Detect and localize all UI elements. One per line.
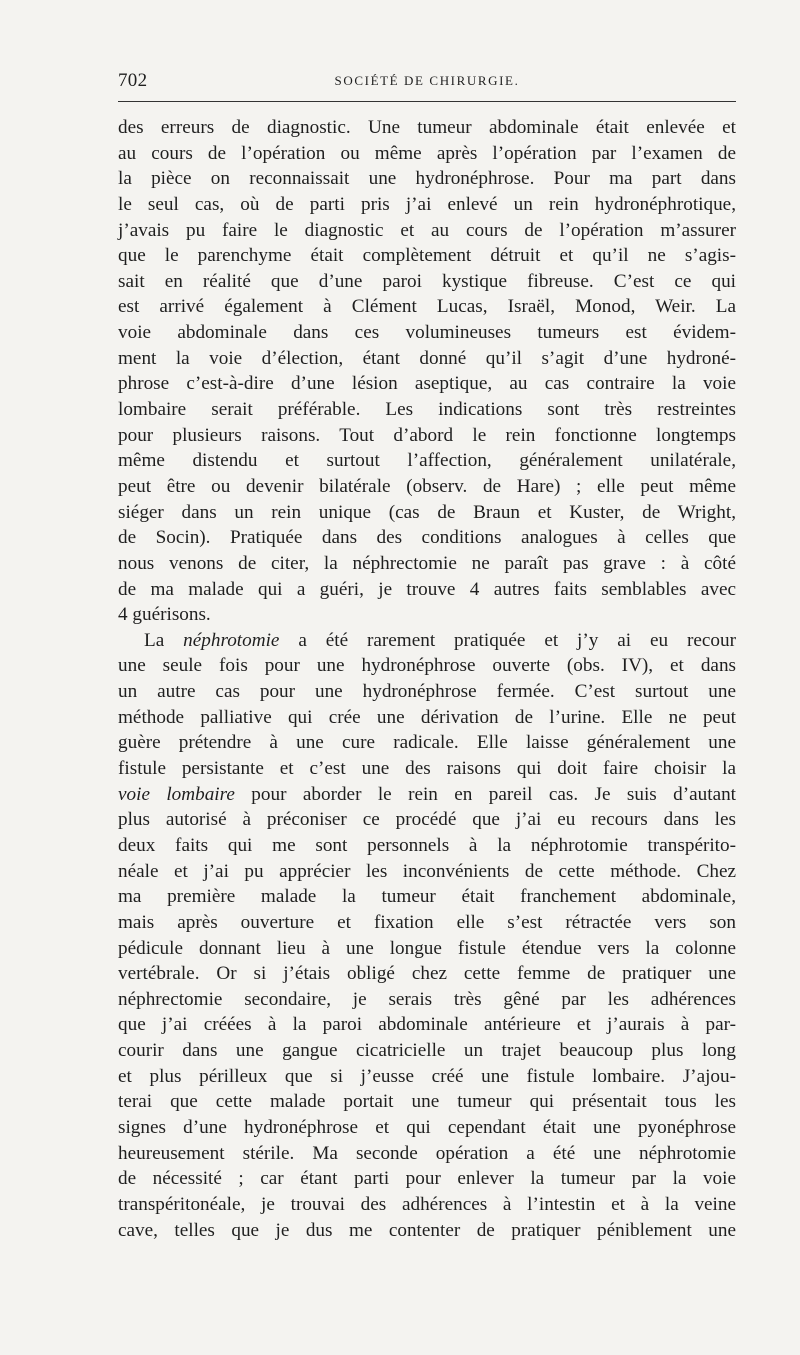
text-line: de Socin). Pratiquée dans des conditions analogues à celles que [118,527,736,549]
text-line: est arrivé également à Clément Lucas, Israël, Monod, Weir. La [118,296,736,318]
text-line: que le parenchyme était complètement détruit et qu’il ne s’agis- [118,245,736,267]
text-line [118,628,736,654]
text-line: sait en réalité que d’une paroi kystique fibreuse. C’est ce qui [118,270,736,292]
text-run: La [144,629,184,651]
header-rule [118,101,736,102]
page-header [118,66,736,96]
text-line: même distendu et surtout l’affection, généralement unilatérale, [118,450,736,472]
text-run: a été rarement pratiquée et j’y ai eu recour [279,629,736,651]
text-line: de nécessité ; car étant parti pour enlever la tumeur par la voie [118,1168,736,1190]
italic-term: voie lombaire [118,783,235,805]
running-head: SOCIÉTÉ DE CHIRURGIE. [334,73,520,88]
text-line: peut être ou devenir bilatérale (observ. de Hare) ; elle peut même [118,475,736,497]
text-line: des erreurs de diagnostic. Une tumeur abdominale était enlevée et [118,117,736,138]
text-line: guère prétendre à une cure radicale. Elle laisse généralement une [118,732,736,754]
text-line: signes d’une hydronéphrose et qui cependant était une pyonéphrose [118,1116,736,1138]
text-line: 4 guérisons. [118,604,211,626]
text-line: voie abdominale dans ces volumineuses tumeurs est évidem- [118,322,736,344]
text-line: fistule persistante et c’est une des raisons qui doit faire choisir la [118,758,736,780]
text-line: vertébrale. Or si j’étais obligé chez cette femme de pratiquer une [118,963,736,985]
paragraph-2 [118,628,736,1243]
text-line: ma première malade la tumeur était franchement abdominale, [118,886,736,908]
text-line: néphrectomie secondaire, je serais très gêné par les adhérences [118,988,736,1010]
text-line [118,782,736,808]
text-line: que j’ai créées à la paroi abdominale antérieure et j’aurais à par- [118,1014,736,1036]
text-line: terai que cette malade portait une tumeur qui présentait tous les [118,1091,736,1113]
text-line: heureusement stérile. Ma seconde opération a été une néphrotomie [118,1142,736,1164]
text-line: siéger dans un rein unique (cas de Braun et Kuster, de Wright, [118,501,736,523]
paragraph-1 [118,115,736,628]
page-number: 702 [118,70,148,91]
text-line: pédicule donnant lieu à une longue fistule étendue vers la colonne [118,937,736,959]
text-line: une seule fois pour une hydronéphrose ouverte (obs. IV), et dans [118,655,736,677]
text-line: et plus périlleux que si j’eusse créé une fistule lombaire. J’ajou- [118,1065,736,1087]
text-line: lombaire serait préférable. Les indications sont très restreintes [118,399,736,421]
text-line: phrose c’est-à-dire d’une lésion aseptique, au cas contraire la voie [118,373,736,395]
text-line: nous venons de citer, la néphrectomie ne paraît pas grave : à côté [118,552,736,574]
text-line: transpéritonéale, je trouvai des adhérences à l’intestin et à la veine [118,1193,736,1215]
text-line: méthode palliative qui crée une dérivation de l’urine. Elle ne peut [118,706,736,728]
text-line: le seul cas, où de parti pris j’ai enlevé un rein hydronéphrotique, [118,193,736,215]
text-line: la pièce on reconnaissait une hydronéphrose. Pour ma part dans [118,168,736,190]
text-line: j’avais pu faire le diagnostic et au cours de l’opération m’assurer [118,219,736,241]
text-line: mais après ouverture et fixation elle s’est rétractée vers son [118,911,736,933]
text-line: courir dans une gangue cicatricielle un trajet beaucoup plus long [118,1040,736,1062]
text-line: un autre cas pour une hydronéphrose fermée. C’est surtout une [118,681,736,703]
text-line: de ma malade qui a guéri, je trouve 4 autres faits semblables avec [118,578,736,600]
text-line: cave, telles que je dus me contenter de pratiquer péniblement une [118,1219,736,1241]
italic-term: néphrotomie [183,629,280,651]
text-line: pour plusieurs raisons. Tout d’abord le rein fonctionne longtemps [118,424,736,446]
text-line: ment la voie d’élection, étant donné qu’il s’agit d’une hydroné- [118,347,736,369]
body-text [118,115,736,1243]
text-line: deux faits qui me sont personnels à la néphrotomie transpérito- [118,834,736,856]
text-line: au cours de l’opération ou même après l’opération par l’examen de [118,142,736,164]
text-line: plus autorisé à préconiser ce procédé que j’ai eu recours dans les [118,809,736,831]
text-run: pour aborder le rein en pareil cas. Je suis d’autant [234,783,737,805]
text-line: néale et j’ai pu apprécier les inconvénients de cette méthode. Chez [118,860,736,882]
